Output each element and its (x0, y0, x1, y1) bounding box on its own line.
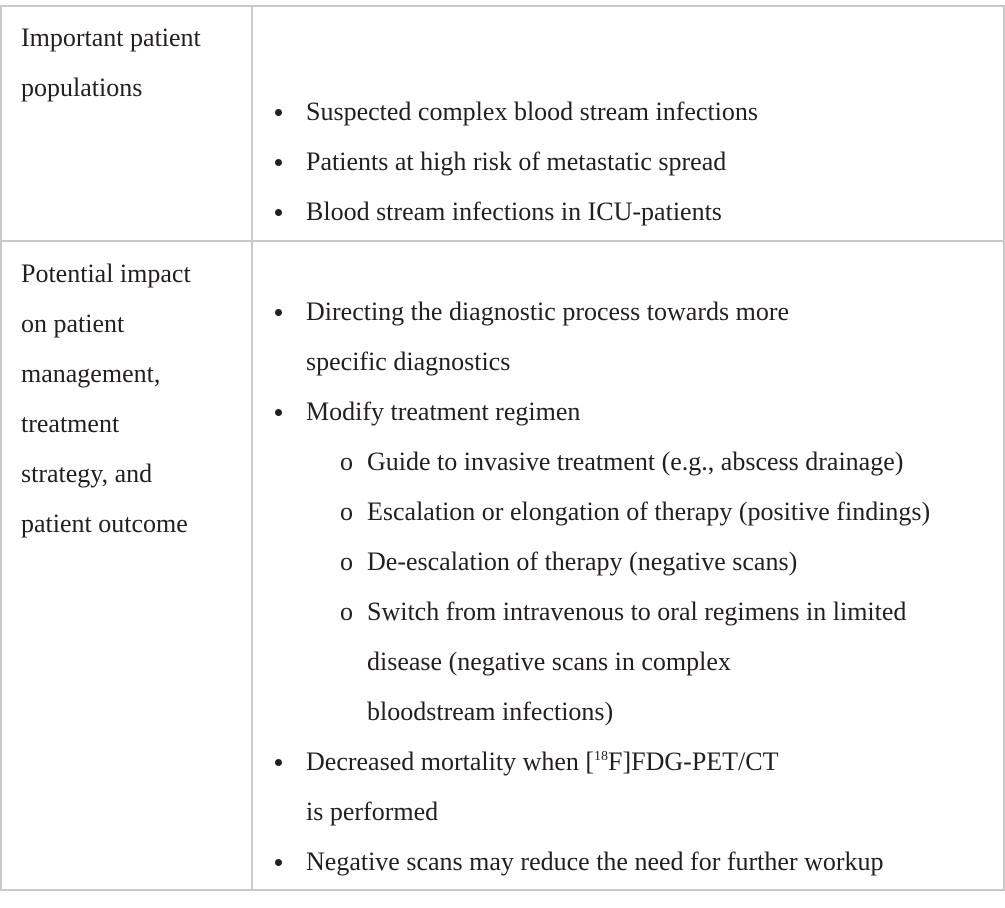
table-border-left (0, 5, 2, 891)
row-label-line: management, (21, 359, 161, 388)
row-label-line: populations (21, 73, 143, 102)
sub-list-item-text: Guide to invasive treatment (e.g., abscess drainage) (367, 447, 904, 476)
sub-list-item-text: bloodstream infections) (367, 697, 614, 726)
sub-list-item-text: Escalation or elongation of therapy (positive findings) (367, 497, 931, 526)
list-item-text: Modify treatment regimen (306, 397, 581, 426)
list-item-text: Blood stream infections in ICU-patients (306, 197, 722, 226)
bullet-icon (275, 159, 282, 166)
list-item-text (306, 737, 779, 787)
list-item-text-part: F]FDG-PET/CT (608, 747, 779, 776)
row-label-line: Potential impact (21, 259, 191, 288)
table-border-top (0, 5, 1005, 7)
bullet-icon (275, 759, 282, 766)
list-item-text: specific diagnostics (306, 347, 511, 376)
sub-list-item-text: Switch from intravenous to oral regimens in limited (367, 597, 907, 626)
sub-list-item-text: disease (negative scans in complex (367, 647, 731, 676)
sub-bullet-marker: o (340, 497, 353, 526)
list-item-text: Negative scans may reduce the need for further workup (306, 847, 884, 876)
table-border-bottom (0, 889, 1005, 891)
sub-bullet-marker: o (340, 547, 353, 576)
row-divider (0, 240, 1005, 242)
bullet-icon (275, 209, 282, 216)
isotope-superscript: 18 (594, 749, 609, 764)
row-label-line: Important patient (21, 23, 201, 52)
bullet-icon (275, 309, 282, 316)
sub-bullet-marker: o (340, 597, 353, 626)
row-label-line: patient outcome (21, 509, 188, 538)
row-label-line: on patient (21, 309, 125, 338)
list-item-text: Suspected complex blood stream infections (306, 97, 759, 126)
list-item-text-part: Decreased mortality when [ (306, 747, 595, 776)
list-item-text: Patients at high risk of metastatic spread (306, 147, 727, 176)
column-divider (251, 5, 253, 891)
bullet-icon (275, 109, 282, 116)
row-label-line: strategy, and (21, 459, 153, 488)
list-item-text: Directing the diagnostic process towards more (306, 297, 790, 326)
sub-list-item-text: De-escalation of therapy (negative scans) (367, 547, 798, 576)
bullet-icon (275, 859, 282, 866)
list-item-text: is performed (306, 797, 439, 826)
row-label-line: treatment (21, 409, 120, 438)
sub-bullet-marker: o (340, 447, 353, 476)
bullet-icon (275, 409, 282, 416)
